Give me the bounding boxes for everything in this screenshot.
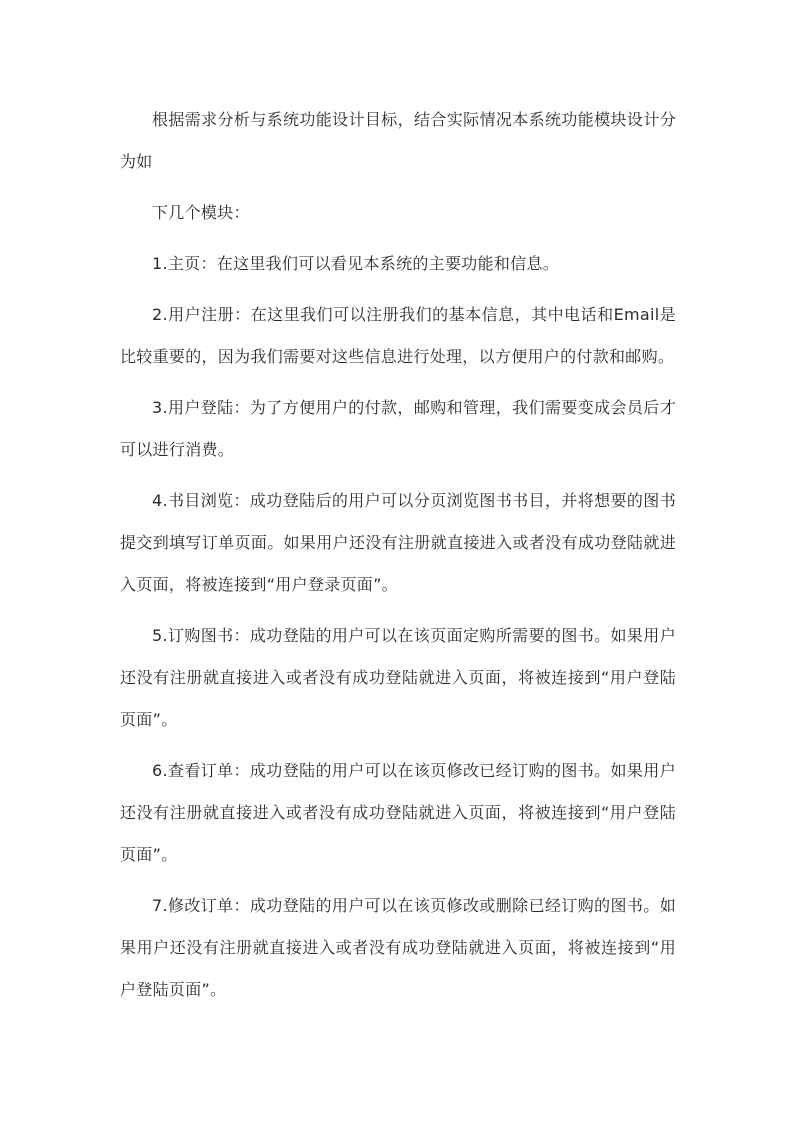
- paragraph-module-view-order: 6.查看订单：成功登陆的用户可以在该页修改已经订购的图书。如果用户还没有注册就直接进入或者没有成功登陆就进入页面，将被连接到“用户登陆页面”。: [120, 761, 676, 864]
- paragraph-module-login: 3.用户登陆：为了方便用户的付款，邮购和管理，我们需要变成会员后才可以进行消费。: [120, 398, 676, 459]
- document-body: [120, 99, 676, 1020]
- paragraph-module-edit-order: 7.修改订单：成功登陆的用户可以在该页修改或删除已经订购的图书。如果用户还没有注册就直接进入或者没有成功登陆就进入页面，将被连接到“用户登陆页面”。: [120, 896, 676, 999]
- paragraph-module-home: 1.主页：在这里我们可以看见本系统的主要功能和信息。: [152, 254, 560, 273]
- paragraph-intro-continued: 下几个模块：: [152, 203, 250, 222]
- paragraph-intro: 根据需求分析与系统功能设计目标，结合实际情况本系统功能模块设计分为如: [120, 110, 676, 171]
- paragraph-module-order: 5.订购图书：成功登陆的用户可以在该页面定购所需要的图书。如果用户还没有注册就直接进入或者没有成功登陆就进入页面，将被连接到“用户登陆页面”。: [120, 626, 676, 729]
- paragraph-module-browse: 4.书目浏览：成功登陆后的用户可以分页浏览图书书目，并将想要的图书提交到填写订单页面。如果用户还没有注册就直接进入或者没有成功登陆就进入页面，将被连接到“用户登录页面”。: [120, 491, 676, 594]
- paragraph-module-register: 2.用户注册：在这里我们可以注册我们的基本信息，其中电话和Email是比较重要的，因为我们需要对这些信息进行处理，以方便用户的付款和邮购。: [120, 305, 676, 366]
